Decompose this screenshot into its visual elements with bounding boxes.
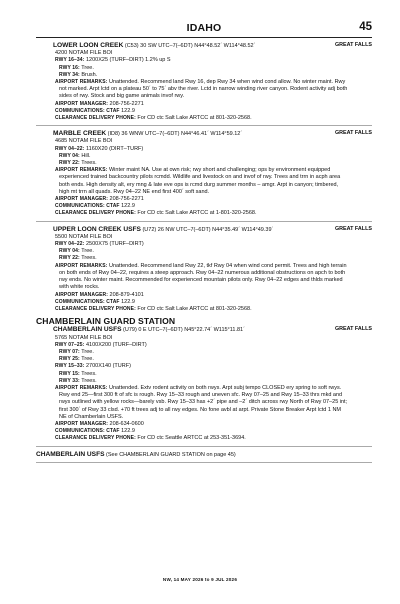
- runway-end-detail: Trees.: [81, 160, 97, 167]
- airport-name: MARBLE CREEK: [53, 130, 107, 138]
- airport-remarks: Unattended. Recommend land Rwy 22, tkf Rwy 04 when wind cond permit. Trees and high terrain on both ends of Rwy 04–22, requires a steep approach. Rwy 04–22 numerous additional obstructions on apch to both rwy ends. No winter maint. Recommended for experienced mountain pilots only. Rwy 04–22 edges and thlds marked with white rocks.: [59, 262, 347, 291]
- xref-text: (See CHAMBERLAIN GUARD STATION on page 45): [106, 451, 236, 458]
- runway-label: RWY 04–22:: [55, 145, 85, 152]
- manager-phone: 208-634-0600: [109, 420, 144, 427]
- airport-location: 30 SW UTC–7(–6DT) N44°48.52´ W114°48.52´: [140, 43, 256, 49]
- remarks-label: AIRPORT REMARKS:: [55, 262, 108, 269]
- entry-divider: [36, 446, 372, 447]
- runway-end-detail: Trees.: [81, 255, 97, 262]
- clearance-detail: For CD ctc Seattle ARTCC at 253-351-3694.: [137, 435, 246, 442]
- runway-end-detail: Tree.: [81, 64, 94, 71]
- airport-name: UPPER LOON CREEK USFS: [53, 225, 141, 233]
- runway-end-detail: Tree.: [81, 348, 94, 355]
- state-title: IDAHO: [186, 22, 222, 34]
- airport-entry-chamberlain-usfs: [36, 326, 372, 442]
- runway-end-label: RWY 22:: [59, 255, 80, 262]
- clearance-detail: For CD ctc Salt Lake ARTCC at 801-320-2568.: [137, 305, 252, 312]
- ctaf-frequency: 122.9: [121, 203, 135, 210]
- clearance-detail: For CD ctc Salt Lake ARTCC at 801-320-2568.: [137, 115, 252, 122]
- runway-label: RWY 07–25:: [55, 341, 85, 348]
- runway-end-label: RWY 25:: [59, 356, 80, 363]
- runway-detail: 1160X20 (DIRT–TURF): [85, 145, 144, 152]
- airport-line: [36, 130, 372, 138]
- runway-end-detail: Brush.: [81, 71, 98, 78]
- region-label: GREAT FALLS: [334, 42, 372, 48]
- cross-reference: [36, 451, 372, 459]
- runway-end-detail: Tree.: [81, 248, 94, 255]
- manager-phone: 208-879-4101: [109, 291, 144, 298]
- remarks-label: AIRPORT REMARKS:: [55, 384, 108, 391]
- region-label: GREAT FALLS: [334, 225, 372, 232]
- runway-label: RWY 04–22:: [55, 241, 85, 248]
- city-heading: CHAMBERLAIN GUARD STATION: [36, 316, 176, 327]
- runway-end-label: RWY 15:: [59, 370, 80, 377]
- elevation-line: 4200 NOTAM FILE BOI: [55, 50, 113, 57]
- comms-label: COMMUNICATIONS: CTAF: [55, 298, 120, 305]
- page-content: [36, 38, 372, 467]
- runway-end-detail: Tree.: [81, 356, 94, 363]
- remarks-label: AIRPORT REMARKS:: [55, 79, 108, 86]
- clearance-label: CLEARANCE DELIVERY PHONE:: [55, 305, 136, 312]
- runway-detail: 2500X75 (TURF–DIRT): [85, 241, 144, 248]
- page-number: 45: [359, 21, 372, 33]
- page-footer: NW, 14 MAY 2026 to 9 JUL 2026: [162, 577, 238, 582]
- airport-entry-marble-creek: [36, 130, 372, 217]
- ctaf-frequency: 122.9: [121, 107, 135, 114]
- airport-line: [36, 42, 372, 50]
- airport-location: 36 WNW UTC–7(–6DT) N44°46.41´ W114°59.12´: [121, 131, 243, 138]
- comms-label: COMMUNICATIONS: CTAF: [55, 107, 120, 114]
- entry-divider: [36, 221, 372, 222]
- manager-phone: 208-756-2271: [109, 100, 144, 107]
- region-label: GREAT FALLS: [334, 130, 372, 137]
- entry-divider: [36, 125, 372, 126]
- airport-ident: (U79): [123, 327, 137, 334]
- airport-ident: (ID8): [107, 131, 120, 138]
- airport-entry-upper-loon-creek: [36, 226, 372, 313]
- runway-end-label: RWY 04:: [59, 248, 80, 255]
- manager-label: AIRPORT MANAGER:: [55, 420, 108, 427]
- airport-line: [36, 226, 372, 234]
- manager-label: AIRPORT MANAGER:: [55, 100, 108, 107]
- clearance-detail: For CD ctc Salt Lake ARTCC at 1-801-320-2568.: [137, 210, 257, 217]
- runway-end-detail: Trees.: [81, 370, 97, 377]
- runway-end-label: RWY 07:: [59, 348, 80, 355]
- comms-label: COMMUNICATIONS: CTAF: [55, 428, 120, 435]
- elevation-line: 4685 NOTAM FILE BOI: [55, 138, 113, 145]
- manager-label: AIRPORT MANAGER:: [55, 291, 108, 298]
- ctaf-frequency: 122.9: [121, 428, 135, 435]
- airport-remarks: Unattended. Extv rodent activity on both rwys. Arpt subj tempo CLOSED ery spring to soft rwys. Rwy end 25—first 300 ft of sfc is rough. Rwy 15–33 rough and uneven sfc. Rwy 07–25 and Rwy 15–33 thrs mkd and rwys outlined with yellow rocks—barely vsb. Rwy 15–33 has +2´ pipe and –2´ ditch across rwy North of Rwy 07–25 int; first 300´ of Rwy 33 clsd. +70 ft trees adj to all rwy edges. No fone avbl at arpt. Private Stone Breaker Arpt lctd 1 NM NE of Chamberlain USFS.: [59, 384, 348, 420]
- elevation-line: 5500 NOTAM FILE BOI: [55, 233, 113, 240]
- clearance-label: CLEARANCE DELIVERY PHONE:: [55, 115, 136, 122]
- airport-remarks: Winter maint NA. Use at own risk; rwy short and challenging; ops by environment equipped experienced trained backcountry pilots rcmdd. Wildlife and livestock on and invof of rwy. Trees and trrn in acph area both ends. High density alt, ery mng & late eve ops is rcmd durg summer months – amgr. Arpt in canyon; timbered, high mt trrn all quads. Rwy 04–22 NE end first 400´ soft sand.: [59, 167, 341, 195]
- airport-name: CHAMBERLAIN USFS: [53, 326, 122, 334]
- airport-entry-lower-loon-creek: [36, 42, 372, 122]
- clearance-label: CLEARANCE DELIVERY PHONE:: [55, 435, 136, 442]
- runway-end-detail: Hill.: [81, 152, 91, 159]
- airport-remarks: Unattended. Recommend land Rwy 16, dep Rwy 34 when wind cond allow. No winter maint. Rwy not marked. Arpt lctd on a plateau 50´ to 75´ abv the river. Lctd in narrow winding river canyon. Rodent activity adj both sides of rwy. Stock and big game animals invof rwy.: [59, 79, 348, 100]
- airport-line: [36, 326, 372, 334]
- airport-ident: (C53): [124, 43, 139, 49]
- xref-name: CHAMBERLAIN USFS: [36, 450, 105, 458]
- runway-end-detail: Trees.: [81, 377, 97, 384]
- comms-label: COMMUNICATIONS: CTAF: [55, 203, 120, 210]
- page-header: [36, 22, 372, 38]
- runway-end-label: RWY 04:: [59, 152, 80, 159]
- runway-label: RWY 15–33:: [55, 363, 85, 370]
- runway-label: RWY 16–34:: [55, 57, 85, 64]
- runway-detail: 2700X140 (TURF): [85, 363, 131, 370]
- runway-detail: 1200X25 (TURF–DIRT) 1.2% up S: [85, 57, 171, 64]
- airport-ident: (U72): [142, 226, 157, 233]
- airport-location: 26 NW UTC–7(–6DT) N44°35.49´ W114°49.39´: [157, 226, 274, 233]
- runway-end-label: RWY 34:: [59, 71, 80, 78]
- runway-end-label: RWY 33:: [59, 377, 80, 384]
- entry-divider: [36, 462, 372, 463]
- runway-end-label: RWY 22:: [59, 160, 80, 167]
- region-label: GREAT FALLS: [334, 326, 372, 333]
- runway-detail: 4100X200 (TURF–DIRT): [85, 341, 147, 348]
- clearance-label: CLEARANCE DELIVERY PHONE:: [55, 210, 136, 217]
- airport-location: 0 E UTC–7(–6DT) N45°22.74´ W115°11.81´: [138, 327, 245, 334]
- elevation-line: 5765 NOTAM FILE BOI: [55, 334, 113, 341]
- airport-name: LOWER LOON CREEK: [53, 42, 124, 49]
- ctaf-frequency: 122.9: [121, 298, 135, 305]
- manager-label: AIRPORT MANAGER:: [55, 196, 108, 203]
- manager-phone: 208-756-2271: [109, 196, 144, 203]
- runway-end-label: RWY 16:: [59, 64, 80, 71]
- remarks-label: AIRPORT REMARKS:: [55, 167, 108, 174]
